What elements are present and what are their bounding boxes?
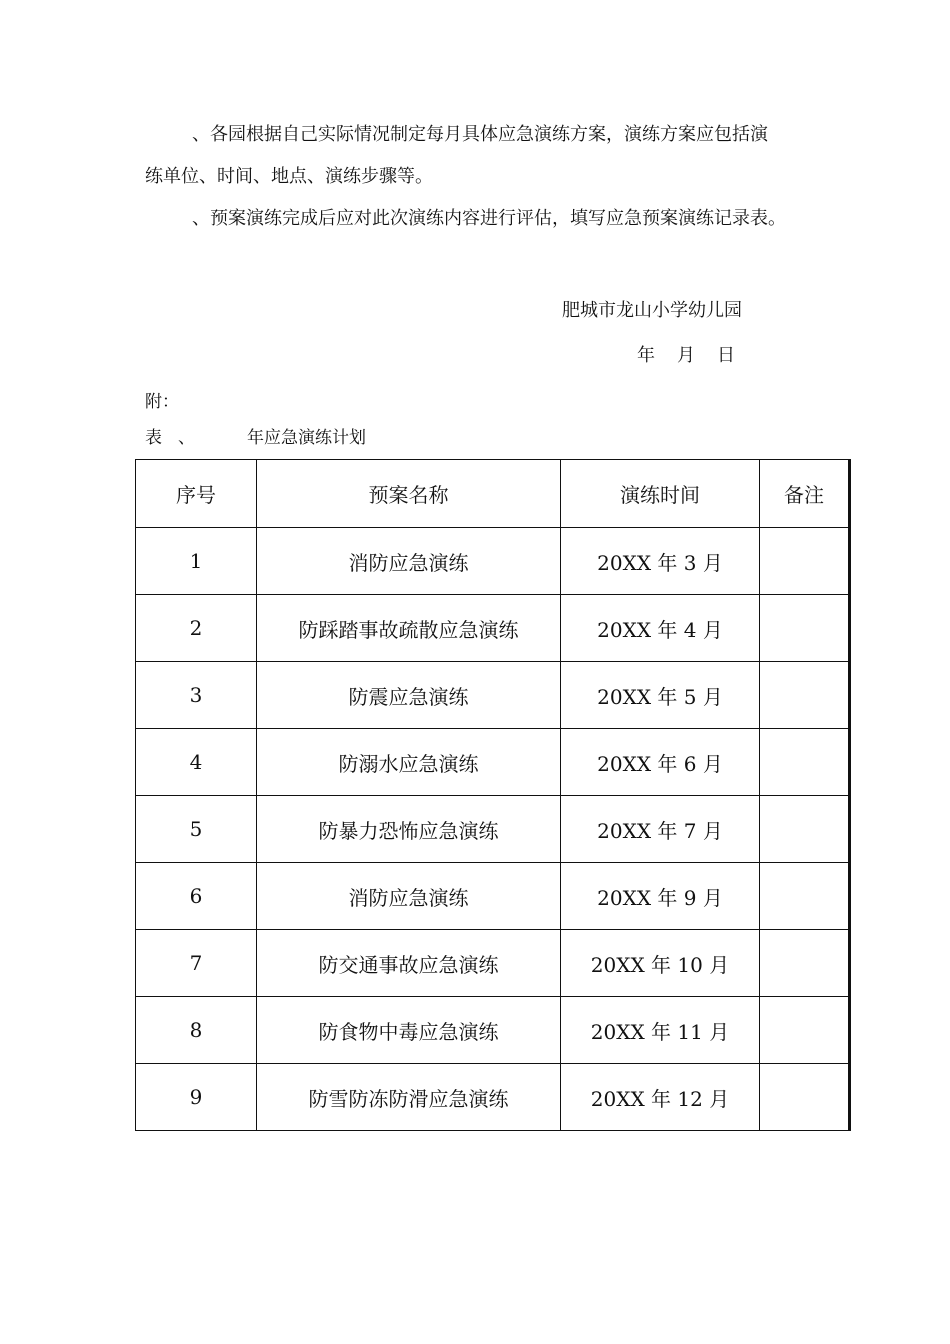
table-row	[136, 997, 850, 1064]
header-remarks: 备注	[760, 460, 850, 528]
table-row	[136, 662, 850, 729]
cell-drill-time: 20XX 年 6 月	[561, 729, 760, 796]
cell-remarks	[760, 930, 850, 997]
cell-serial-number: 8	[136, 997, 257, 1064]
date-day-label: 日	[717, 345, 735, 366]
paragraph-1-line-2: 练单位、时间、地点、演练步骤等。	[145, 166, 433, 187]
cell-drill-time: 20XX 年 4 月	[561, 595, 760, 662]
signature-date	[637, 345, 735, 367]
table-caption-prefix: 表	[145, 428, 162, 448]
cell-serial-number: 2	[136, 595, 257, 662]
cell-drill-time: 20XX 年 7 月	[561, 796, 760, 863]
table-row	[136, 729, 850, 796]
cell-plan-name: 防交通事故应急演练	[257, 930, 561, 997]
table-caption	[145, 427, 366, 449]
cell-drill-time: 20XX 年 3 月	[561, 528, 760, 595]
table-row	[136, 1064, 850, 1131]
cell-plan-name: 防震应急演练	[257, 662, 561, 729]
cell-drill-time: 20XX 年 12 月	[561, 1064, 760, 1131]
table-caption-title: 年应急演练计划	[247, 428, 366, 448]
cell-serial-number: 1	[136, 528, 257, 595]
cell-serial-number: 9	[136, 1064, 257, 1131]
attachment-label: 附：	[145, 392, 179, 412]
cell-remarks	[760, 1064, 850, 1131]
cell-drill-time: 20XX 年 5 月	[561, 662, 760, 729]
table-row	[136, 863, 850, 930]
cell-plan-name: 消防应急演练	[257, 863, 561, 930]
cell-plan-name: 防雪防冻防滑应急演练	[257, 1064, 561, 1131]
cell-drill-time: 20XX 年 10 月	[561, 930, 760, 997]
cell-plan-name: 防暴力恐怖应急演练	[257, 796, 561, 863]
cell-plan-name: 防踩踏事故疏散应急演练	[257, 595, 561, 662]
cell-plan-name: 防食物中毒应急演练	[257, 997, 561, 1064]
cell-serial-number: 4	[136, 729, 257, 796]
table-row	[136, 595, 850, 662]
paragraph-2: 、预案演练完成后应对此次演练内容进行评估，填写应急预案演练记录表。	[192, 208, 786, 229]
cell-plan-name: 防溺水应急演练	[257, 729, 561, 796]
cell-remarks	[760, 997, 850, 1064]
cell-serial-number: 7	[136, 930, 257, 997]
table-caption-separator: 、	[178, 428, 195, 448]
date-month-label: 月	[677, 345, 695, 366]
table-row	[136, 528, 850, 595]
table-row	[136, 930, 850, 997]
cell-plan-name: 消防应急演练	[257, 528, 561, 595]
header-plan-name: 预案名称	[257, 460, 561, 528]
cell-drill-time: 20XX 年 9 月	[561, 863, 760, 930]
cell-remarks	[760, 729, 850, 796]
table-row	[136, 796, 850, 863]
cell-remarks	[760, 528, 850, 595]
table-header-row	[136, 460, 850, 528]
cell-serial-number: 6	[136, 863, 257, 930]
paragraph-1-line-1: 、各园根据自己实际情况制定每月具体应急演练方案，演练方案应包括演	[192, 124, 768, 145]
cell-remarks	[760, 662, 850, 729]
header-serial-number: 序号	[136, 460, 257, 528]
cell-remarks	[760, 595, 850, 662]
drill-plan-table	[135, 459, 851, 1131]
date-year-label: 年	[637, 345, 655, 366]
cell-serial-number: 5	[136, 796, 257, 863]
cell-serial-number: 3	[136, 662, 257, 729]
header-drill-time: 演练时间	[561, 460, 760, 528]
cell-remarks	[760, 863, 850, 930]
cell-remarks	[760, 796, 850, 863]
organization-name: 肥城市龙山小学幼儿园	[562, 300, 742, 321]
cell-drill-time: 20XX 年 11 月	[561, 997, 760, 1064]
